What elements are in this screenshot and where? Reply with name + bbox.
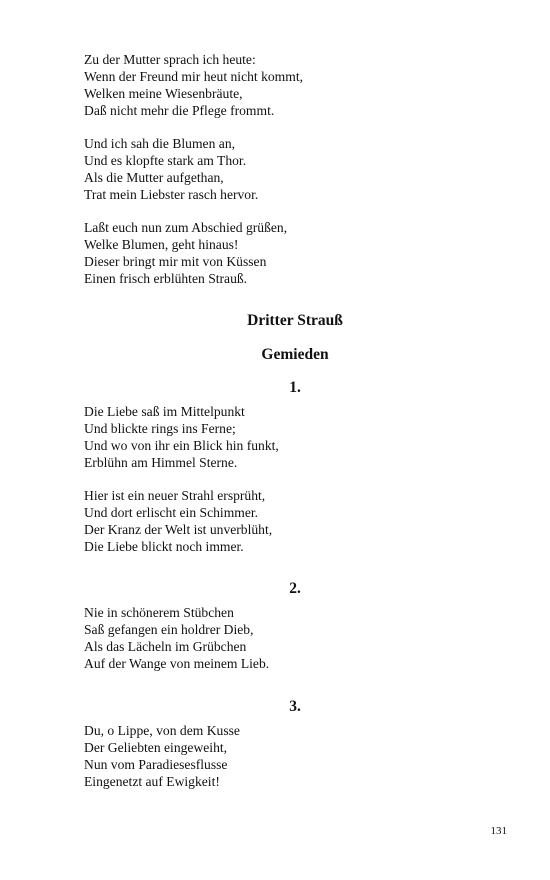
verse-line: Und wo von ihr ein Blick hin funkt,	[84, 438, 279, 453]
verse-line: Welke Blumen, geht hinaus!	[84, 237, 239, 252]
verse-line: Daß nicht mehr die Pflege frommt.	[84, 103, 275, 118]
verse-line: Der Kranz der Welt ist unverblüht,	[84, 522, 273, 537]
page-number: 131	[490, 825, 507, 837]
part-1-stanza-1	[84, 403, 424, 471]
verse-line: Dieser bringt mir mit von Küssen	[84, 254, 267, 269]
verse-line: Die Liebe saß im Mittelpunkt	[84, 404, 245, 419]
part-number-1: 1.	[289, 379, 301, 396]
part-number-2: 2.	[289, 580, 301, 597]
verse-line: Hier ist ein neuer Strahl ersprüht,	[84, 488, 266, 503]
verse-line: Und blickte rings ins Ferne;	[84, 421, 236, 436]
verse-line: Trat mein Liebster rasch hervor.	[84, 187, 259, 202]
part-3-stanza-1	[84, 722, 424, 790]
verse-line: Nie in schönerem Stübchen	[84, 605, 234, 620]
verse-line: Die Liebe blickt noch immer.	[84, 539, 244, 554]
verse-line: Laßt euch nun zum Abschied grüßen,	[84, 220, 288, 235]
verse-line: Auf der Wange von meinem Lieb.	[84, 656, 270, 671]
verse-line: Eingenetzt auf Ewigkeit!	[84, 774, 220, 789]
verse-line: Einen frisch erblühten Strauß.	[84, 271, 248, 286]
part-2-stanza-1	[84, 604, 424, 672]
verse-line: Saß gefangen ein holdrer Dieb,	[84, 622, 254, 637]
verse-line: Wenn der Freund mir heut nicht kommt,	[84, 69, 304, 84]
verse-line: Der Geliebten eingeweiht,	[84, 740, 228, 755]
stanza-top-1	[84, 51, 424, 119]
part-1-stanza-2	[84, 487, 424, 555]
poem-title: Gemieden	[261, 346, 329, 363]
stanza-top-2	[84, 135, 424, 203]
verse-line: Und dort erlischt ein Schimmer.	[84, 505, 259, 520]
verse-line: Als die Mutter aufgethan,	[84, 170, 224, 185]
stanza-top-3	[84, 219, 424, 287]
verse-line: Nun vom Paradiesesflusse	[84, 757, 228, 772]
verse-line: Du, o Lippe, von dem Kusse	[84, 723, 240, 738]
verse-line: Zu der Mutter sprach ich heute:	[84, 52, 256, 67]
verse-line: Welken meine Wiesenbräute,	[84, 86, 243, 101]
section-title: Dritter Strauß	[247, 312, 343, 329]
verse-line: Als das Lächeln im Grübchen	[84, 639, 247, 654]
verse-line: Und es klopfte stark am Thor.	[84, 153, 247, 168]
verse-line: Erblühn am Himmel Sterne.	[84, 455, 238, 470]
verse-line: Und ich sah die Blumen an,	[84, 136, 236, 151]
part-number-3: 3.	[289, 698, 301, 715]
